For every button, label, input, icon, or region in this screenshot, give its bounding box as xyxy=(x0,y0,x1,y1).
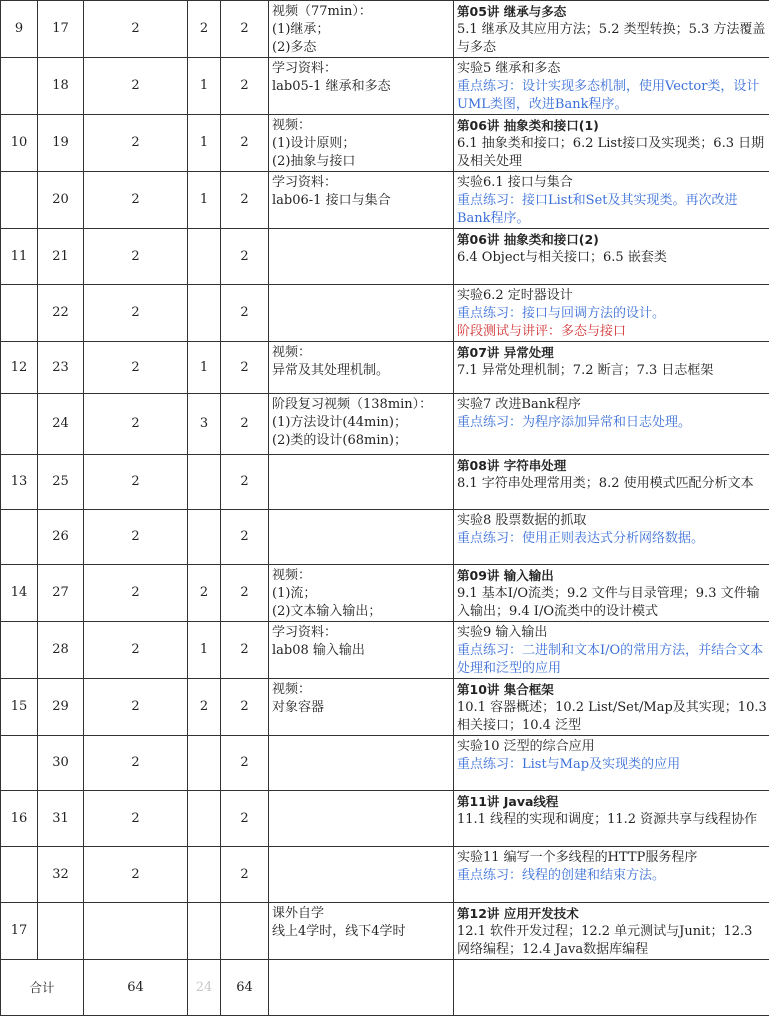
resource-line: (2)类的设计(68min)； xyxy=(272,432,450,450)
lecture-title: 第11讲 Java线程 xyxy=(457,793,767,811)
session-cell: 24 xyxy=(38,394,84,455)
lab-hours-cell: 2 xyxy=(221,455,269,510)
resource-line: 学习资料： xyxy=(272,174,450,192)
content-detail: 11.1 线程的实现和调度；11.2 资源共享与线程协作 xyxy=(457,811,767,829)
hours-cell: 2 xyxy=(84,1,188,58)
lab-hours-cell: 2 xyxy=(221,394,269,455)
hours-cell: 2 xyxy=(84,791,188,847)
lab-hours-cell: 2 xyxy=(221,115,269,172)
hours-cell: 2 xyxy=(84,736,188,791)
total-row xyxy=(1,960,769,1016)
resource-cell xyxy=(269,736,454,791)
session-cell: 27 xyxy=(38,565,84,622)
resource-cell xyxy=(269,565,454,622)
content-cell xyxy=(454,679,769,736)
lab-hours-cell: 2 xyxy=(221,791,269,847)
resource-cell xyxy=(269,1,454,58)
content-cell xyxy=(454,285,769,342)
hours-cell: 2 xyxy=(84,455,188,510)
resource-cell xyxy=(269,58,454,115)
week-cell xyxy=(1,736,38,791)
lecture-title: 第08讲 字符串处理 xyxy=(457,457,767,475)
table-row xyxy=(1,229,769,285)
content-detail: 10.1 容器概述；10.2 List/Set/Map及其实现；10.3 相关接口；10.4 泛型 xyxy=(457,699,767,735)
resource-line: lab05-1 继承和多态 xyxy=(272,78,450,96)
assessment-note: 阶段测试与讲评：多态与接口 xyxy=(457,323,767,341)
table-row xyxy=(1,847,769,903)
content-cell xyxy=(454,1,769,58)
session-cell: 29 xyxy=(38,679,84,736)
table-row xyxy=(1,1,769,58)
resource-line: (1)设计原则； xyxy=(272,135,450,153)
practice-note: 重点练习：为程序添加异常和日志处理。 xyxy=(457,414,767,432)
resource-cell xyxy=(269,394,454,455)
resource-line: 阶段复习视频（138min）： xyxy=(272,396,450,414)
resource-line: (1)方法设计(44min)； xyxy=(272,414,450,432)
content-detail: 5.1 继承及其应用方法；5.2 类型转换；5.3 方法覆盖与多态 xyxy=(457,21,767,57)
resource-line: 对象容器 xyxy=(272,699,450,717)
hours-cell: 2 xyxy=(84,342,188,394)
resource-line: 视频： xyxy=(272,567,450,585)
table-row xyxy=(1,455,769,510)
content-detail: 实验9 输入输出 xyxy=(457,624,767,642)
practice-note: 重点练习：接口与回调方法的设计。 xyxy=(457,305,767,323)
online-hours-cell: 1 xyxy=(188,58,221,115)
resource-line: 线上4学时，线下4学时 xyxy=(272,923,450,941)
table-row xyxy=(1,285,769,342)
content-cell xyxy=(454,791,769,847)
content-detail: 实验8 股票数据的抓取 xyxy=(457,512,767,530)
content-cell xyxy=(454,565,769,622)
resource-line: lab06-1 接口与集合 xyxy=(272,192,450,210)
resource-cell xyxy=(269,903,454,960)
total-lab-hours: 64 xyxy=(221,960,269,1016)
resource-line: (1)流； xyxy=(272,585,450,603)
online-hours-cell: 1 xyxy=(188,342,221,394)
lab-hours-cell: 2 xyxy=(221,172,269,229)
lab-hours-cell: 2 xyxy=(221,285,269,342)
week-cell xyxy=(1,394,38,455)
lab-hours-cell: 2 xyxy=(221,342,269,394)
table-row xyxy=(1,679,769,736)
total-label: 合计 xyxy=(1,960,84,1016)
online-hours-cell xyxy=(188,847,221,903)
table-row xyxy=(1,115,769,172)
lab-hours-cell: 2 xyxy=(221,58,269,115)
hours-cell: 2 xyxy=(84,622,188,679)
online-hours-cell xyxy=(188,285,221,342)
resource-cell xyxy=(269,679,454,736)
online-hours-cell xyxy=(188,455,221,510)
resource-line: 视频： xyxy=(272,681,450,699)
lab-hours-cell: 2 xyxy=(221,565,269,622)
content-cell xyxy=(454,622,769,679)
week-cell xyxy=(1,58,38,115)
resource-line: (2)抽象与接口 xyxy=(272,153,450,171)
content-cell xyxy=(454,172,769,229)
resource-line: (1)继承； xyxy=(272,21,450,39)
content-cell xyxy=(454,510,769,565)
session-cell: 19 xyxy=(38,115,84,172)
lab-hours-cell: 2 xyxy=(221,229,269,285)
total-hours: 64 xyxy=(84,960,188,1016)
session-cell: 30 xyxy=(38,736,84,791)
resource-cell xyxy=(269,791,454,847)
week-cell: 9 xyxy=(1,1,38,58)
resource-cell xyxy=(269,229,454,285)
session-cell: 26 xyxy=(38,510,84,565)
online-hours-cell xyxy=(188,903,221,960)
session-cell: 31 xyxy=(38,791,84,847)
table-row xyxy=(1,903,769,960)
online-hours-cell xyxy=(188,229,221,285)
table-row xyxy=(1,736,769,791)
online-hours-cell xyxy=(188,510,221,565)
total-resource-cell xyxy=(269,960,454,1016)
resource-cell xyxy=(269,285,454,342)
content-detail: 实验5 继承和多态 xyxy=(457,60,767,78)
week-cell: 17 xyxy=(1,903,38,960)
lab-hours-cell: 2 xyxy=(221,1,269,58)
online-hours-cell: 1 xyxy=(188,115,221,172)
resource-cell xyxy=(269,172,454,229)
total-content-cell xyxy=(454,960,769,1016)
lab-hours-cell: 2 xyxy=(221,510,269,565)
content-detail: 实验6.1 接口与集合 xyxy=(457,174,767,192)
lecture-title: 第05讲 继承与多态 xyxy=(457,3,767,21)
content-cell xyxy=(454,455,769,510)
table-row xyxy=(1,791,769,847)
hours-cell xyxy=(84,903,188,960)
content-detail: 实验6.2 定时器设计 xyxy=(457,287,767,305)
session-cell xyxy=(38,903,84,960)
online-hours-cell: 2 xyxy=(188,565,221,622)
resource-line: 视频： xyxy=(272,344,450,362)
content-detail: 实验11 编写一个多线程的HTTP服务程序 xyxy=(457,849,767,867)
table-row xyxy=(1,172,769,229)
lab-hours-cell: 2 xyxy=(221,847,269,903)
resource-cell xyxy=(269,342,454,394)
week-cell: 13 xyxy=(1,455,38,510)
lecture-title: 第06讲 抽象类和接口(1) xyxy=(457,117,767,135)
week-cell: 11 xyxy=(1,229,38,285)
content-cell xyxy=(454,903,769,960)
content-cell xyxy=(454,115,769,172)
lecture-title: 第09讲 输入输出 xyxy=(457,567,767,585)
resource-line: (2)文本输入输出； xyxy=(272,603,450,621)
practice-note: 重点练习：List与Map及实现类的应用 xyxy=(457,756,767,774)
table-row xyxy=(1,394,769,455)
resource-line: 课外自学 xyxy=(272,905,450,923)
hours-cell: 2 xyxy=(84,115,188,172)
resource-cell xyxy=(269,510,454,565)
session-cell: 25 xyxy=(38,455,84,510)
content-detail: 6.1 抽象类和接口；6.2 List接口及实现类；6.3 日期及相关处理 xyxy=(457,135,767,171)
content-cell xyxy=(454,342,769,394)
week-cell: 14 xyxy=(1,565,38,622)
practice-note: 重点练习：接口List和Set及其实现类。再次改进Bank程序。 xyxy=(457,192,767,228)
content-detail: 7.1 异常处理机制；7.2 断言；7.3 日志框架 xyxy=(457,362,767,380)
resource-line: 学习资料： xyxy=(272,624,450,642)
resource-line: 视频（77min）： xyxy=(272,3,450,21)
hours-cell: 2 xyxy=(84,679,188,736)
hours-cell: 2 xyxy=(84,285,188,342)
content-cell xyxy=(454,847,769,903)
resource-cell xyxy=(269,847,454,903)
week-cell xyxy=(1,510,38,565)
content-detail: 实验7 改进Bank程序 xyxy=(457,396,767,414)
resource-cell xyxy=(269,115,454,172)
online-hours-cell: 2 xyxy=(188,679,221,736)
week-cell: 12 xyxy=(1,342,38,394)
session-cell: 28 xyxy=(38,622,84,679)
session-cell: 23 xyxy=(38,342,84,394)
hours-cell: 2 xyxy=(84,58,188,115)
practice-note: 重点练习：线程的创建和结束方法。 xyxy=(457,867,767,885)
online-hours-cell: 1 xyxy=(188,622,221,679)
practice-note: 重点练习：二进制和文本I/O的常用方法，并结合文本处理和泛型的应用 xyxy=(457,642,767,678)
content-cell xyxy=(454,394,769,455)
hours-cell: 2 xyxy=(84,172,188,229)
content-cell xyxy=(454,736,769,791)
hours-cell: 2 xyxy=(84,565,188,622)
content-cell xyxy=(454,229,769,285)
week-cell xyxy=(1,172,38,229)
week-cell: 10 xyxy=(1,115,38,172)
lecture-title: 第12讲 应用开发技术 xyxy=(457,905,767,923)
online-hours-cell: 1 xyxy=(188,172,221,229)
practice-note: 重点练习：设计实现多态机制，使用Vector类，设计UML类图，改进Bank程序。 xyxy=(457,78,767,114)
week-cell xyxy=(1,847,38,903)
content-detail: 9.1 基本I/O流类；9.2 文件与目录管理；9.3 文件输入输出；9.4 I/O流类中的设计模式 xyxy=(457,585,767,621)
table-row xyxy=(1,342,769,394)
session-cell: 18 xyxy=(38,58,84,115)
session-cell: 22 xyxy=(38,285,84,342)
lab-hours-cell: 2 xyxy=(221,622,269,679)
content-detail: 8.1 字符串处理常用类；8.2 使用模式匹配分析文本 xyxy=(457,475,767,493)
resource-line: 视频： xyxy=(272,117,450,135)
online-hours-cell xyxy=(188,736,221,791)
resource-line: 异常及其处理机制。 xyxy=(272,362,450,380)
hours-cell: 2 xyxy=(84,394,188,455)
table-row xyxy=(1,622,769,679)
table-row xyxy=(1,510,769,565)
resource-cell xyxy=(269,455,454,510)
lecture-title: 第10讲 集合框架 xyxy=(457,681,767,699)
lecture-title: 第06讲 抽象类和接口(2) xyxy=(457,231,767,249)
online-hours-cell: 3 xyxy=(188,394,221,455)
practice-note: 重点练习：使用正则表达式分析网络数据。 xyxy=(457,530,767,548)
resource-line: 学习资料： xyxy=(272,60,450,78)
resource-line: (2)多态 xyxy=(272,39,450,57)
content-cell xyxy=(454,58,769,115)
online-hours-cell xyxy=(188,791,221,847)
lecture-title: 第07讲 异常处理 xyxy=(457,344,767,362)
table-row xyxy=(1,565,769,622)
resource-line: lab08 输入输出 xyxy=(272,642,450,660)
hours-cell: 2 xyxy=(84,229,188,285)
content-detail: 实验10 泛型的综合应用 xyxy=(457,738,767,756)
hours-cell: 2 xyxy=(84,510,188,565)
session-cell: 32 xyxy=(38,847,84,903)
table-row xyxy=(1,58,769,115)
content-detail: 12.1 软件开发过程；12.2 单元测试与Junit；12.3 网络编程；12.4 Java数据库编程 xyxy=(457,923,767,959)
week-cell: 15 xyxy=(1,679,38,736)
session-cell: 17 xyxy=(38,1,84,58)
content-detail: 6.4 Object与相关接口；6.5 嵌套类 xyxy=(457,249,767,267)
week-cell xyxy=(1,622,38,679)
session-cell: 21 xyxy=(38,229,84,285)
week-cell: 16 xyxy=(1,791,38,847)
lab-hours-cell: 2 xyxy=(221,679,269,736)
hours-cell: 2 xyxy=(84,847,188,903)
total-online-hours: 24 xyxy=(188,960,221,1016)
lab-hours-cell xyxy=(221,903,269,960)
week-cell xyxy=(1,285,38,342)
online-hours-cell: 2 xyxy=(188,1,221,58)
lab-hours-cell: 2 xyxy=(221,736,269,791)
session-cell: 20 xyxy=(38,172,84,229)
resource-cell xyxy=(269,622,454,679)
